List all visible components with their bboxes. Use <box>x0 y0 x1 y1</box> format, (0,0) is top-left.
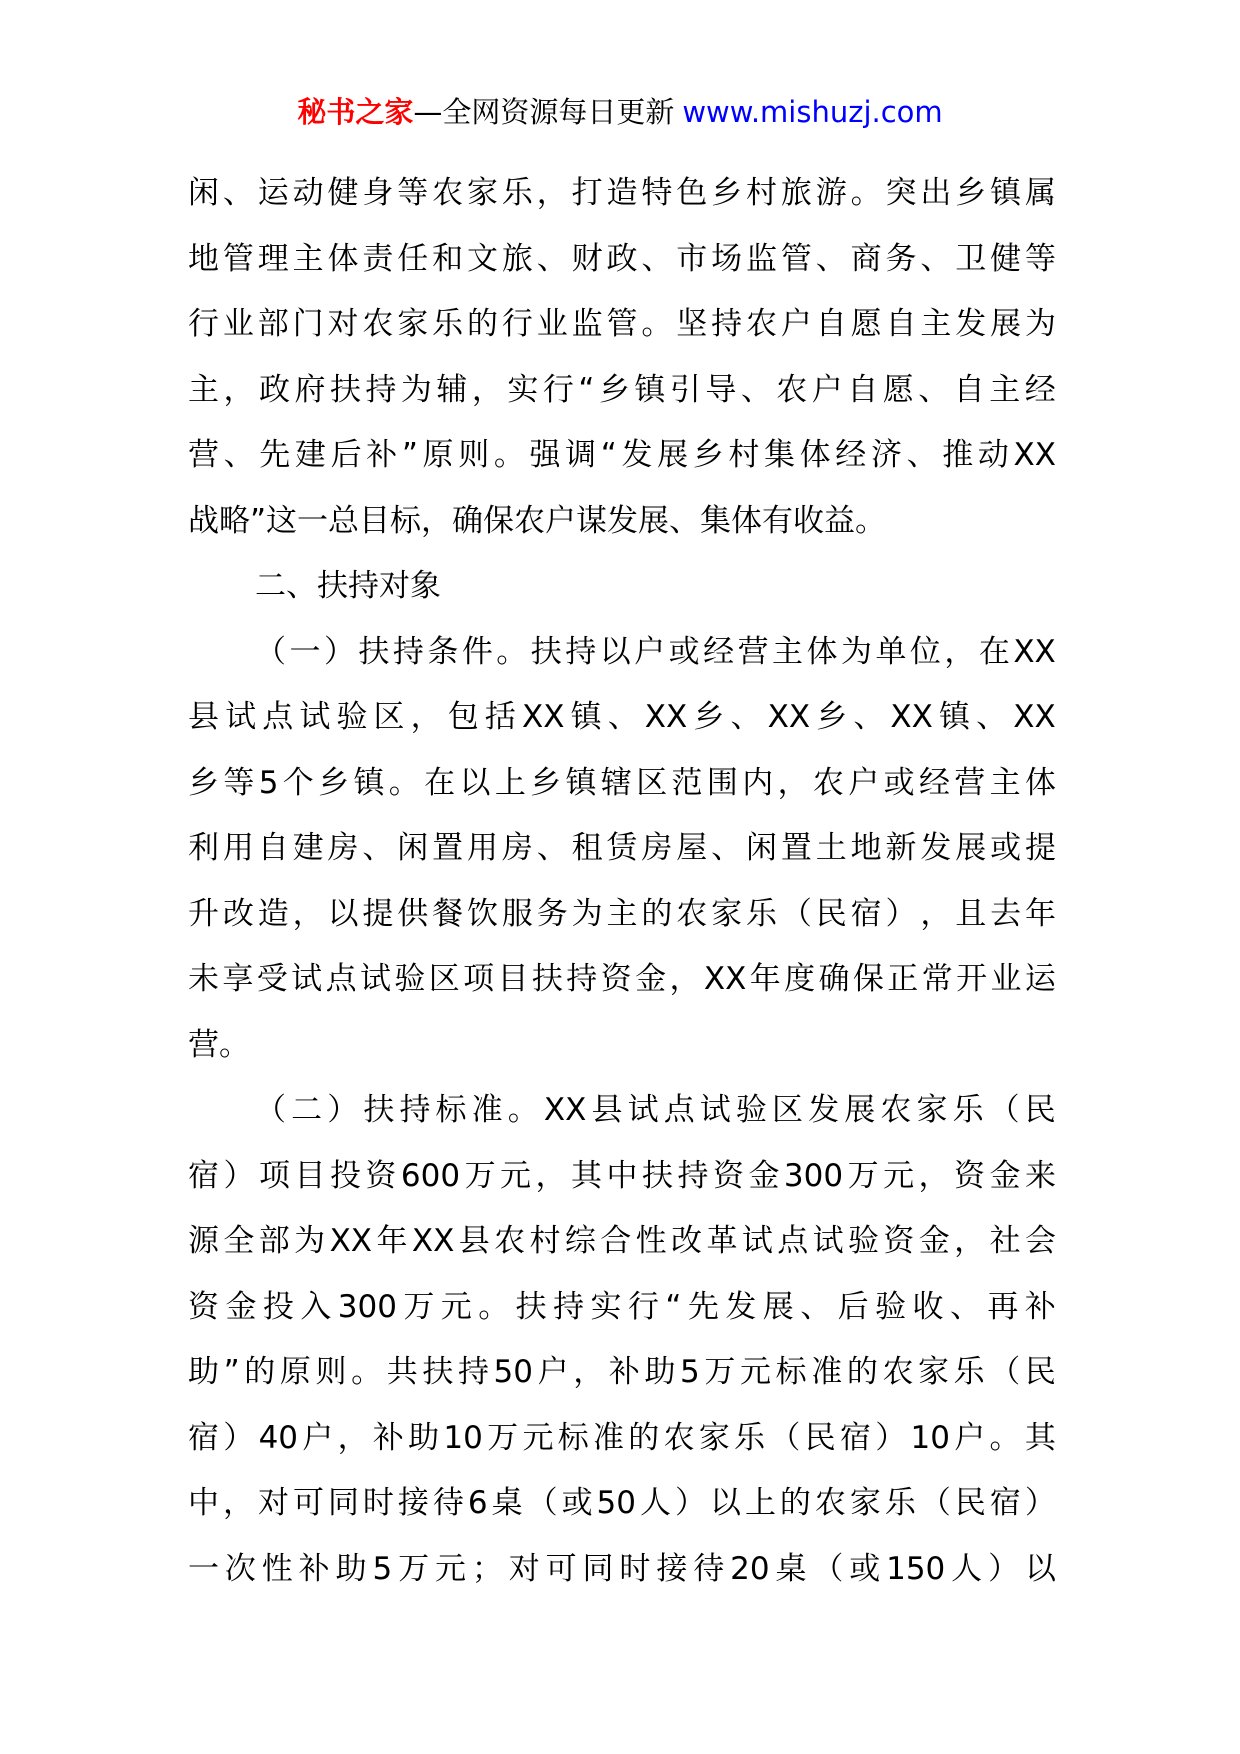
paragraph-last-line: 营。 <box>188 1026 250 1063</box>
body-line: 未 享 受 试 点 试 验 区 项 目 扶 持 资 金 ， XX 年 度 确 保 正 常 开 业 运 <box>188 961 1056 997</box>
body-line: 闲 、 运 动 健 身 等 农 家 乐 ， 打 造 特 色 乡 村 旅 游 。 突 出 乡 镇 属 <box>188 175 1056 211</box>
header-tagline: —全网资源每日更新 <box>413 95 675 129</box>
body-line: 源 全 部 为 XX 年 XX 县 农 村 综 合 性 改 革 试 点 试 验 资 金 ， 社 会 <box>188 1223 1056 1259</box>
body-line: 中 ， 对 可 同 时 接 待 6 桌 （ 或 50 人 ） 以 上 的 农 家 乐 （ 民 宿 ） <box>188 1485 1056 1521</box>
paragraph-last-line: 战略”这一总目标，确保农户谋发展、集体有收益。 <box>188 502 887 539</box>
body-line: （ 一 ） 扶 持 条 件 。 扶 持 以 户 或 经 营 主 体 为 单 位 ， 在 XX <box>255 633 1056 670</box>
document-body <box>188 161 1056 1602</box>
body-line: 行 业 部 门 对 农 家 乐 的 行 业 监 管 。 坚 持 农 户 自 愿 自 主 发 展 为 <box>188 306 1056 342</box>
body-line: 升 改 造 ， 以 提 供 餐 饮 服 务 为 主 的 农 家 乐 （ 民 宿 ） ， 且 去 年 <box>188 895 1056 932</box>
brand-name: 秘书之家 <box>297 95 414 129</box>
body-line: 乡 等 5 个 乡 镇 。 在 以 上 乡 镇 辖 区 范 围 内 ， 农 户 或 经 营 主 体 <box>188 764 1056 801</box>
body-line: 宿 ） 项 目 投 资 600 万 元 ， 其 中 扶 持 资 金 300 万 元 ， 资 金 来 <box>188 1157 1056 1194</box>
body-line: 资 金 投 入 300 万 元 。 扶 持 实 行 “ 先 发 展 、 后 验 收 、 再 补 <box>188 1288 1056 1325</box>
section-heading: 二、扶持对象 <box>255 568 441 604</box>
site-url[interactable]: www.mishuzj.com <box>682 95 943 129</box>
body-line: 宿 ） 40 户 ， 补 助 10 万 元 标 准 的 农 家 乐 （ 民 宿 ） 10 户 。 其 <box>188 1419 1056 1456</box>
body-line: 地 管 理 主 体 责 任 和 文 旅 、 财 政 、 市 场 监 管 、 商 务 、 卫 健 等 <box>188 240 1056 277</box>
body-line: 县 试 点 试 验 区 ， 包 括 XX 镇 、 XX 乡 、 XX 乡 、 XX 镇 、 XX <box>188 699 1056 735</box>
body-line: 利 用 自 建 房 、 闲 置 用 房 、 租 赁 房 屋 、 闲 置 土 地 新 发 展 或 提 <box>188 830 1056 866</box>
body-line: 一 次 性 补 助 5 万 元 ； 对 可 同 时 接 待 20 桌 （ 或 150 人 ） 以 <box>188 1550 1056 1587</box>
watermark-header <box>0 92 1240 132</box>
body-line: 营 、 先 建 后 补 ” 原 则 。 强 调 “ 发 展 乡 村 集 体 经 济 、 推 动 XX <box>188 437 1056 473</box>
body-line: 主 ， 政 府 扶 持 为 辅 ， 实 行 “ 乡 镇 引 导 、 农 户 自 愿 、 自 主 经 <box>188 371 1056 408</box>
body-line: 助 ” 的 原 则 。 共 扶 持 50 户 ， 补 助 5 万 元 标 准 的 农 家 乐 （ 民 <box>188 1354 1056 1390</box>
body-line: （ 二 ） 扶 持 标 准 。 XX 县 试 点 试 验 区 发 展 农 家 乐 （ 民 <box>255 1092 1056 1128</box>
